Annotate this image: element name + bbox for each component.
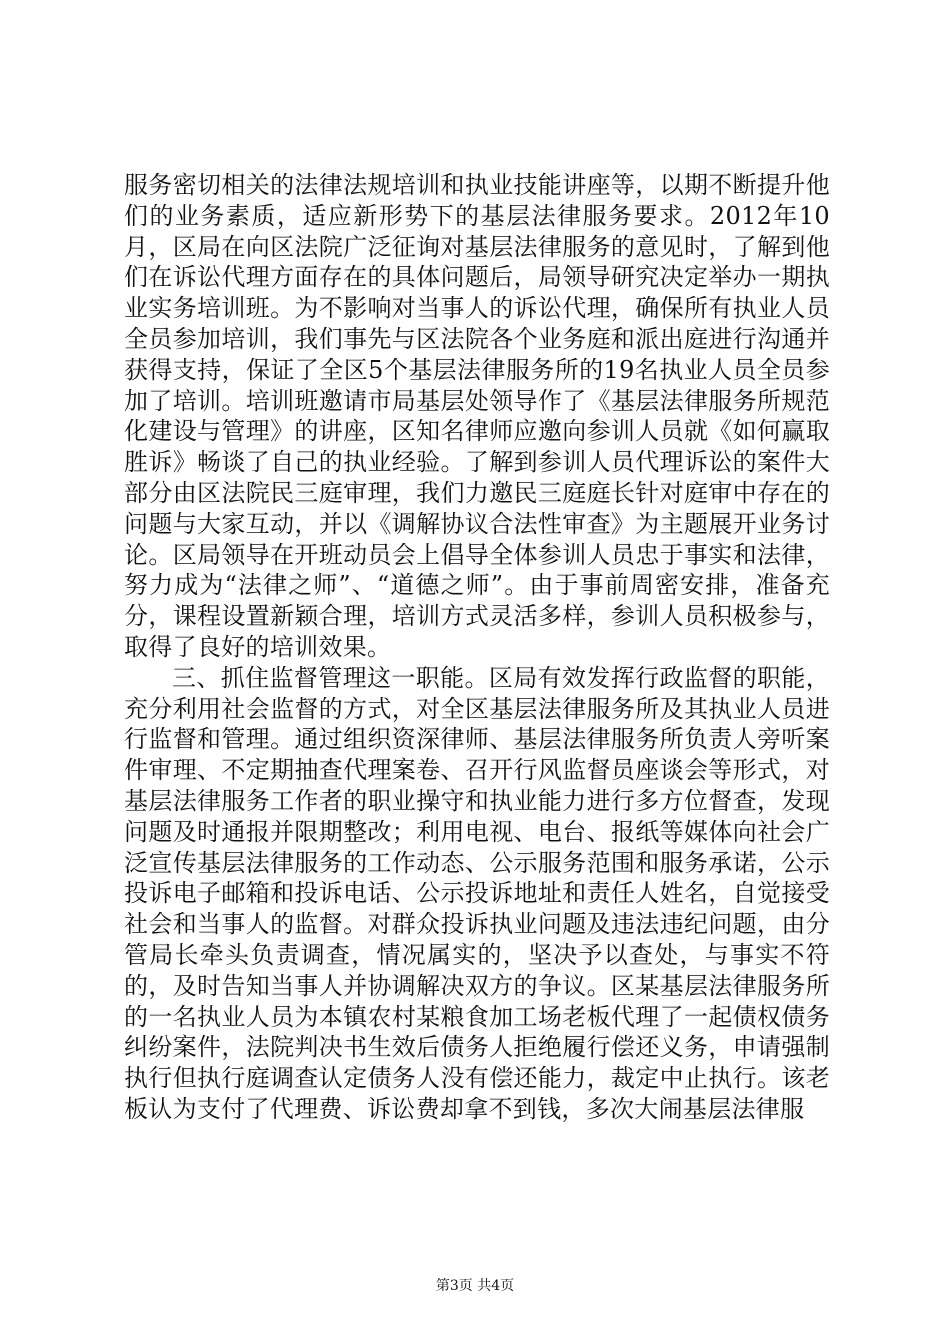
page-footer: 第3页 共4页: [435, 1278, 515, 1294]
paragraph-2: 三、抓住监督管理这一职能。区局有效发挥行政监督的职能，充分利用社会监督的方式，对全区基层法律服务所及其执业人员进行监督和管理。通过组织资深律师、基层法律服务所负责人旁听案件审理、不定期抽查代理案卷、召开行风监督员座谈会等形式，对基层法律服务工作者的职业操守和执业能力进行多方位督查，发现问题及时通报并限期整改；利用电视、电台、报纸等媒体向社会广泛宣传基层法律服务的工作动态、公示服务范围和服务承诺，公示投诉电子邮箱和投诉电话、公示投诉地址和责任人姓名，自觉接受社会和当事人的监督。对群众投诉执业问题及违法违纪问题，由分管局长牵头负责调查，情况属实的，坚决予以查处，与事实不符的，及时告知当事人并协调解决双方的争议。区某基层法律服务所的一名执业人员为本镇农村某粮食加工场老板代理了一起债权债务纠纷案件，法院判决书生效后债务人拒绝履行偿还义务，申请强制执行但执行庭调查认定债务人没有偿还能力，裁定中止执行。该老板认为支付了代理费、诉讼费却拿不到钱，多次大闹基层法律服: [124, 663, 830, 1123]
paragraph-1: 服务密切相关的法律法规培训和执业技能讲座等，以期不断提升他们的业务素质，适应新形势下的基层法律服务要求。2012年10月，区局在向区法院广泛征询对基层法律服务的意见时，了解到他们在诉讼代理方面存在的具体问题后，局领导研究决定举办一期执业实务培训班。为不影响对当事人的诉讼代理，确保所有执业人员全员参加培训，我们事先与区法院各个业务庭和派出庭进行沟通并获得支持，保证了全区5个基层法律服务所的19名执业人员全员参加了培训。培训班邀请市局基层处领导作了《基层法律服务所规范化建设与管理》的讲座，区知名律师应邀向参训人员就《如何赢取胜诉》畅谈了自己的执业经验。了解到参训人员代理诉讼的案件大部分由区法院民三庭审理，我们力邀民三庭庭长针对庭审中存在的问题与大家互动，并以《调解协议合法性审查》为主题展开业务讨论。区局领导在开班动员会上倡导全体参训人员忠于事实和法律，努力成为“法律之师”、“道德之师”。由于事前周密安排，准备充分，课程设置新颖合理，培训方式灵活多样，参训人员积极参与，取得了良好的培训效果。: [124, 171, 830, 661]
document-body: [124, 170, 830, 1125]
